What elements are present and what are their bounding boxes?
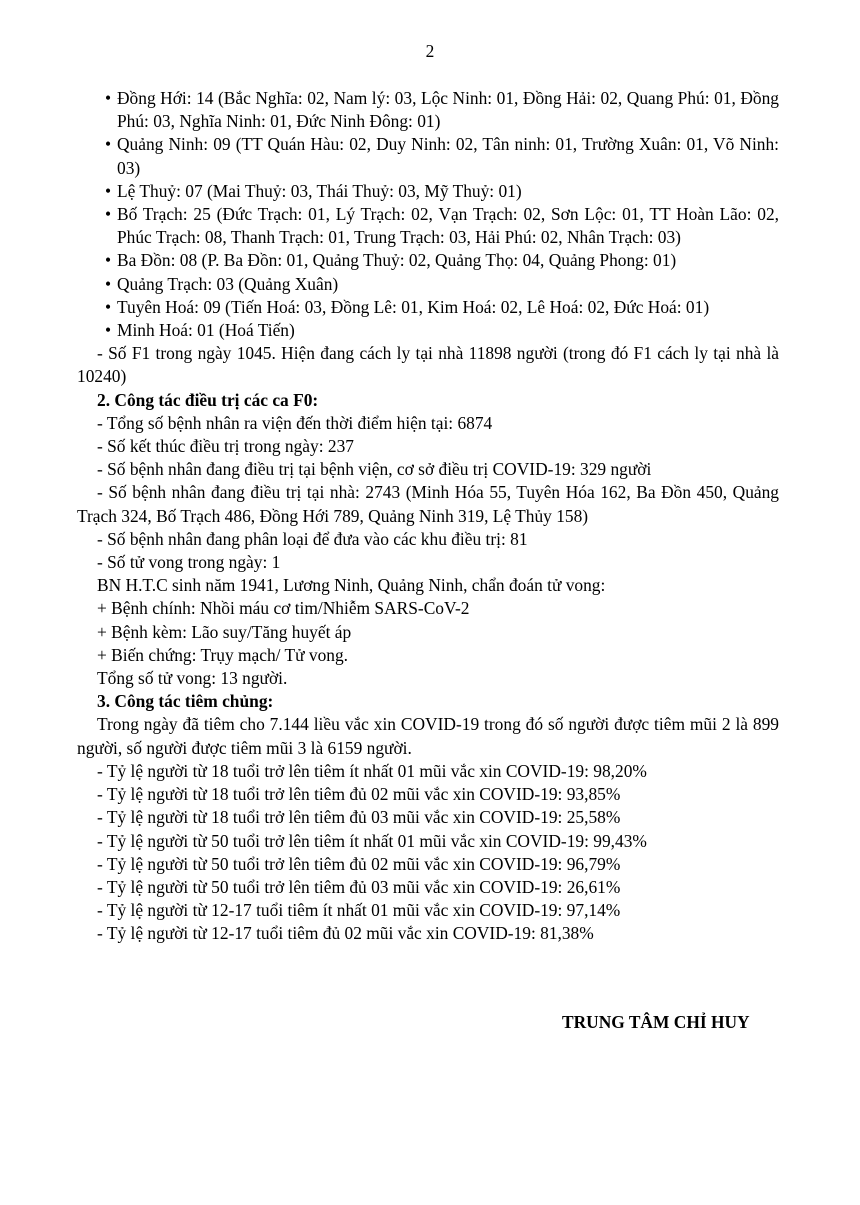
vaccination-rates <box>77 760 779 946</box>
list-item: - Tỷ lệ người từ 50 tuổi trở lên tiêm ít nhất 01 mũi vắc xin COVID-19: 99,43% <box>97 830 647 851</box>
bullet-text: Lệ Thuỷ: 07 (Mai Thuỷ: 03, Thái Thuỷ: 03, Mỹ Thuỷ: 01) <box>117 180 522 201</box>
list-item: - Tỷ lệ người từ 12-17 tuổi tiêm ít nhất 01 mũi vắc xin COVID-19: 97,14% <box>97 900 621 921</box>
list-item: - Tỷ lệ người từ 18 tuổi trở lên tiêm ít nhất 01 mũi vắc xin COVID-19: 98,20% <box>97 760 647 781</box>
bullet-icon: • <box>105 134 112 155</box>
bullet-text: Bố Trạch: 25 (Đức Trạch: 01, Lý Trạch: 02, Vạn Trạch: 02, Sơn Lộc: 01, TT Hoàn Lão: 02, Phúc Trạch: 08, Thanh Trạch: 01, Trung Trạch: 03, Hải Phú: 02, Nhân Trạch: 03) <box>117 204 779 248</box>
list-item <box>77 87 779 133</box>
list-item <box>77 296 779 319</box>
list-item: - Tỷ lệ người từ 50 tuổi trở lên tiêm đủ 03 mũi vắc xin COVID-19: 26,61% <box>97 876 621 897</box>
vaccination-intro: Trong ngày đã tiêm cho 7.144 liều vắc xin COVID-19 trong đó số người được tiêm mũi 2 là 899 người, số người được tiêm mũi 3 là 6159 người. <box>77 714 779 758</box>
bullet-text: Quảng Ninh: 09 (TT Quán Hàu: 02, Duy Ninh: 02, Tân ninh: 01, Trường Xuân: 01, Võ Ninh: 03) <box>117 134 779 178</box>
bullet-text: Tuyên Hoá: 09 (Tiến Hoá: 03, Đồng Lê: 01, Kim Hoá: 02, Lê Hoá: 02, Đức Hoá: 01) <box>117 296 710 317</box>
list-item <box>77 249 779 272</box>
f1-summary: - Số F1 trong ngày 1045. Hiện đang cách ly tại nhà 11898 người (trong đó F1 cách ly tại nhà là 10240) <box>77 343 779 387</box>
list-item: - Tổng số bệnh nhân ra viện đến thời điểm hiện tại: 6874 <box>97 412 493 433</box>
bullet-icon: • <box>105 204 112 225</box>
signature: TRUNG TÂM CHỈ HUY <box>562 1012 750 1032</box>
bullet-icon: • <box>105 180 112 201</box>
bullet-icon: • <box>105 273 112 294</box>
death-total: Tổng số tử vong: 13 người. <box>97 668 288 689</box>
district-list <box>77 87 779 342</box>
page-number: 2 <box>425 41 435 61</box>
bullet-text: Đồng Hới: 14 (Bắc Nghĩa: 02, Nam lý: 03, Lộc Ninh: 01, Đồng Hải: 02, Quang Phú: 01, Đồng Phú: 03, Nghĩa Ninh: 01, Đức Ninh Đông: 01) <box>117 88 779 132</box>
treatment-list <box>77 412 779 574</box>
list-item <box>77 133 779 179</box>
bullet-icon: • <box>105 250 112 271</box>
list-item: - Số tử vong trong ngày: 1 <box>97 552 281 573</box>
list-item: - Tỷ lệ người từ 12-17 tuổi tiêm đủ 02 mũi vắc xin COVID-19: 81,38% <box>97 923 594 944</box>
bullet-text: Minh Hoá: 01 (Hoá Tiến) <box>117 320 295 341</box>
list-item: - Tỷ lệ người từ 18 tuổi trở lên tiêm đủ 02 mũi vắc xin COVID-19: 93,85% <box>97 784 621 805</box>
bullet-icon: • <box>105 320 112 341</box>
bullet-icon: • <box>105 296 112 317</box>
list-item: - Số bệnh nhân đang phân loại để đưa vào các khu điều trị: 81 <box>97 528 528 549</box>
list-item: - Số bệnh nhân đang điều trị tại bệnh viện, cơ sở điều trị COVID-19: 329 người <box>97 459 652 480</box>
section-2-heading: 2. Công tác điều trị các ca F0: <box>97 389 319 410</box>
death-detail: + Biến chứng: Trụy mạch/ Tử vong. <box>97 644 349 665</box>
bullet-text: Ba Đồn: 08 (P. Ba Đồn: 01, Quảng Thuỷ: 02, Quảng Thọ: 04, Quảng Phong: 01) <box>117 250 677 271</box>
death-detail: + Bệnh chính: Nhồi máu cơ tim/Nhiễm SARS-CoV-2 <box>97 598 470 619</box>
list-item: - Tỷ lệ người từ 50 tuổi trở lên tiêm đủ 02 mũi vắc xin COVID-19: 96,79% <box>97 853 621 874</box>
death-case: BN H.T.C sinh năm 1941, Lương Ninh, Quảng Ninh, chẩn đoán tử vong: <box>97 575 606 596</box>
list-item <box>77 273 779 296</box>
death-detail: + Bệnh kèm: Lão suy/Tăng huyết áp <box>97 621 352 642</box>
list-item: - Tỷ lệ người từ 18 tuổi trở lên tiêm đủ 03 mũi vắc xin COVID-19: 25,58% <box>97 807 621 828</box>
bullet-icon: • <box>105 88 112 108</box>
list-item: - Số kết thúc điều trị trong ngày: 237 <box>97 436 354 457</box>
section-3-heading: 3. Công tác tiêm chủng: <box>97 691 274 712</box>
list-item <box>77 203 779 249</box>
bullet-text: Quảng Trạch: 03 (Quảng Xuân) <box>117 273 339 294</box>
list-item: - Số bệnh nhân đang điều trị tại nhà: 2743 (Minh Hóa 55, Tuyên Hóa 162, Ba Đồn 450, Quảng Trạch 324, Bố Trạch 486, Đồng Hới 789, Quảng Ninh 319, Lệ Thủy 158) <box>77 482 779 526</box>
list-item <box>77 180 779 203</box>
list-item <box>77 319 779 342</box>
document-body <box>77 87 779 946</box>
